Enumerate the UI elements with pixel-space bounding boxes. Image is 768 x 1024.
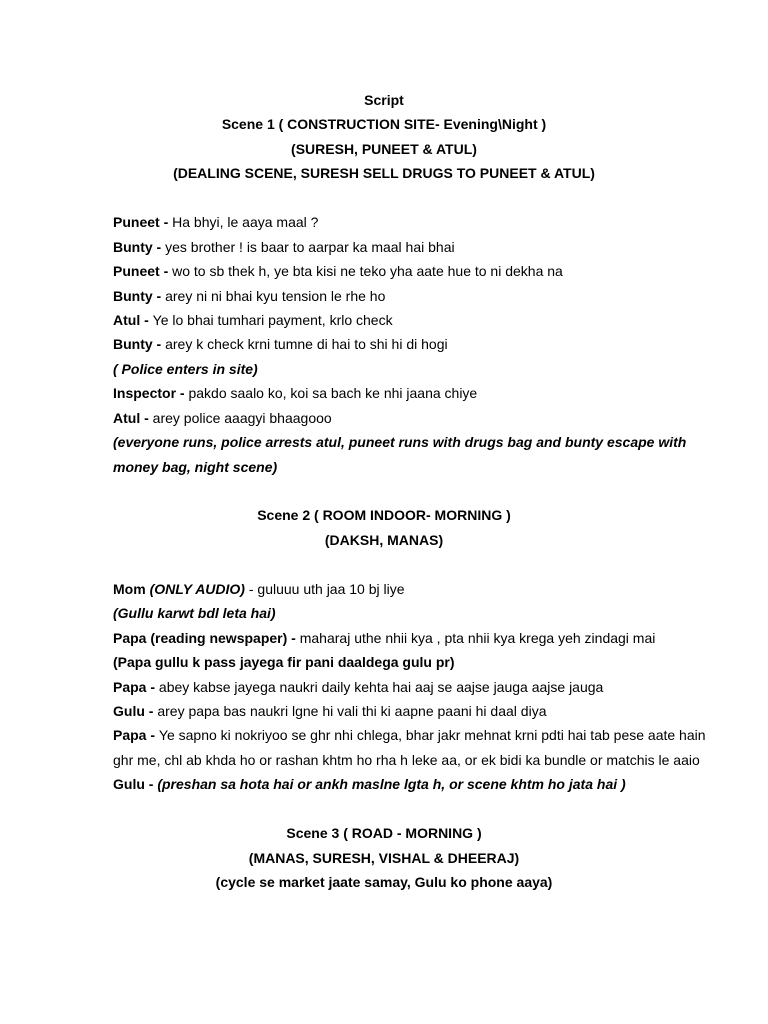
heading-line [113, 870, 655, 894]
script-line [113, 699, 703, 723]
stage-direction: (ONLY AUDIO) [149, 580, 245, 597]
speaker-label: Inspector - [113, 385, 189, 402]
blank-line [113, 186, 703, 210]
heading-line [113, 112, 655, 136]
line-text: Ha bhyi, le aaya maal ? [172, 214, 319, 231]
script-line [113, 772, 703, 796]
script-document [113, 88, 706, 894]
line-text: ghr me, chl ab khda ho or rashan khtm ho rha h leke aa, or ek bidi ka bundle or matchis le aaio [113, 751, 700, 768]
heading-line [113, 161, 655, 185]
heading-line [113, 846, 655, 870]
script-line [113, 284, 703, 308]
speaker-label: Bunty - [113, 336, 166, 353]
line-text: Scene 3 ( ROAD - MORNING ) [286, 825, 482, 842]
line-text: (MANAS, SURESH, VISHAL & DHEERAJ) [248, 849, 520, 866]
stage-direction: (preshan sa hota hai or ankh maslne lgta h, or scene khtm ho jata hai ) [157, 776, 626, 793]
stage-direction: ( Police enters in site) [113, 360, 258, 377]
heading-line [113, 503, 655, 527]
speaker-label: Atul - [113, 409, 153, 426]
line-text: Scene 1 ( CONSTRUCTION SITE- Evening\Night ) [221, 116, 547, 133]
line-text: arey k check krni tumne di hai to shi hi di hogi [165, 336, 448, 353]
line-text: maharaj uthe nhii kya , pta nhii kya krega yeh zindagi mai [299, 629, 656, 646]
line-text: arey police aaagyi bhaagooo [152, 409, 332, 426]
speaker-label: Puneet - [113, 214, 173, 231]
blank-line [113, 479, 703, 503]
script-line [113, 210, 703, 234]
script-line [113, 577, 703, 601]
line-text: wo to sb thek h, ye bta kisi ne teko yha aate hue to ni dekha na [172, 263, 563, 280]
line-text: (DAKSH, MANAS) [324, 531, 444, 548]
script-line [113, 406, 703, 430]
line-text: (SURESH, PUNEET & ATUL) [291, 140, 477, 157]
line-text: Scene 2 ( ROOM INDOOR- MORNING ) [257, 507, 511, 524]
script-line [113, 235, 703, 259]
stage-direction: (Gullu karwt bdl leta hai) [113, 605, 276, 622]
speaker-label: Puneet - [113, 263, 173, 280]
line-text: Script [364, 92, 404, 108]
speaker-label: Gulu - [113, 702, 158, 719]
line-text: arey ni ni bhai kyu tension le rhe ho [165, 287, 386, 304]
script-line [113, 723, 706, 747]
script-line [113, 748, 703, 772]
speaker-label: Papa - [113, 678, 159, 695]
script-line [113, 601, 703, 625]
script-line [113, 259, 703, 283]
line-text: arey papa bas naukri lgne hi vali thi ki aapne paani hi daal diya [157, 702, 547, 719]
script-line [113, 675, 703, 699]
stage-direction: money bag, night scene) [113, 458, 278, 475]
script-line [113, 357, 703, 381]
speaker-label: Mom [113, 580, 150, 597]
line-text: (cycle se market jaate samay, Gulu ko phone aaya) [215, 874, 553, 890]
line-text: Ye lo bhai tumhari payment, krlo check [152, 311, 393, 328]
line-text: Ye sapno ki nokriyoo se ghr nhi chlega, bhar jakr mehnat krni pdti hai tab pese aate hain [158, 727, 706, 744]
script-line [113, 455, 703, 479]
speaker-label: Papa (reading newspaper) - [113, 629, 300, 646]
heading-line [113, 821, 655, 845]
line-text: - guluuu uth jaa 10 bj liye [244, 580, 405, 597]
script-line [113, 381, 703, 405]
script-line [113, 430, 703, 454]
heading-line [113, 137, 655, 161]
line-text: (Papa gullu k pass jayega fir pani daaldega gulu pr) [113, 654, 455, 671]
line-text: pakdo saalo ko, koi sa bach ke nhi jaana chiye [188, 385, 478, 402]
speaker-label: Papa - [113, 727, 159, 744]
line-text: (DEALING SCENE, SURESH SELL DRUGS TO PUNEET & ATUL) [173, 165, 595, 182]
line-text: abey kabse jayega naukri daily kehta hai aaj se aajse jauga aajse jauga [158, 678, 604, 695]
script-line [113, 650, 703, 674]
heading-line [113, 528, 655, 552]
blank-line [113, 797, 703, 821]
speaker-label: Gulu - [113, 776, 158, 793]
speaker-label: Bunty - [113, 287, 166, 304]
heading-line [113, 88, 655, 112]
script-line [113, 626, 703, 650]
script-line [113, 332, 703, 356]
speaker-label: Bunty - [113, 238, 166, 255]
speaker-label: Atul - [113, 311, 153, 328]
script-line [113, 308, 703, 332]
line-text: yes brother ! is baar to aarpar ka maal hai bhai [165, 238, 455, 255]
blank-line [113, 552, 703, 576]
stage-direction: (everyone runs, police arrests atul, puneet runs with drugs bag and bunty escape with [113, 434, 687, 451]
